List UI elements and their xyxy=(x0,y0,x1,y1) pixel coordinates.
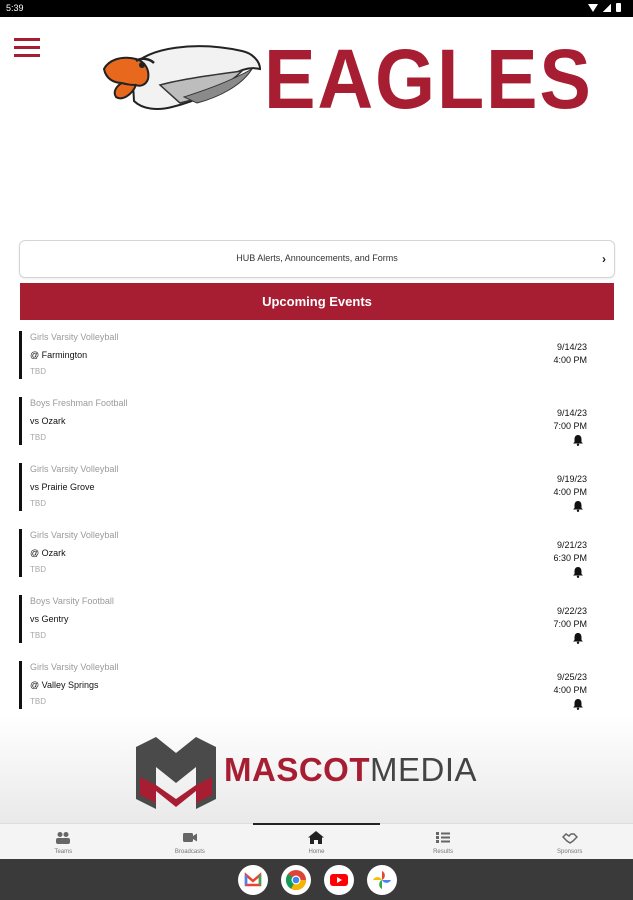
brand-title: EAGLES xyxy=(264,32,593,126)
event-date: 9/14/23 xyxy=(556,342,587,352)
system-nav-bar xyxy=(0,859,633,900)
chevron-right-icon: › xyxy=(602,252,606,266)
chrome-icon[interactable] xyxy=(281,865,311,895)
wifi-icon xyxy=(588,4,598,12)
tab-teams[interactable] xyxy=(0,824,127,859)
tab-label: Sponsors xyxy=(556,849,583,855)
signal-icon xyxy=(603,4,611,12)
hub-alerts-label: HUB Alerts, Announcements, and Forms xyxy=(236,253,398,263)
event-opponent: vs Prairie Grove xyxy=(30,482,95,492)
event-item[interactable] xyxy=(19,457,615,523)
tab-broadcasts[interactable] xyxy=(127,824,254,859)
event-date: 9/22/23 xyxy=(556,606,587,616)
menu-icon[interactable] xyxy=(14,38,40,58)
event-item[interactable] xyxy=(19,655,615,721)
tab-label: Broadcasts xyxy=(174,849,205,855)
mascot-media-logo-icon xyxy=(136,737,216,809)
event-location: TBD xyxy=(30,499,46,508)
event-time: 4:00 PM xyxy=(553,355,587,365)
battery-icon xyxy=(616,3,621,12)
handshake-icon xyxy=(562,831,578,844)
sponsor-banner[interactable] xyxy=(0,715,633,823)
event-location: TBD xyxy=(30,565,46,574)
sponsor-name-b: MEDIA xyxy=(370,751,478,788)
status-bar xyxy=(0,0,633,17)
tab-results[interactable] xyxy=(380,824,507,859)
event-sport: Boys Freshman Football xyxy=(30,398,128,408)
event-accent-bar xyxy=(19,463,22,511)
event-item[interactable] xyxy=(19,523,615,589)
event-accent-bar xyxy=(19,529,22,577)
event-opponent: @ Ozark xyxy=(30,548,66,558)
tab-label: Results xyxy=(433,849,454,855)
event-date: 9/25/23 xyxy=(556,672,587,682)
bottom-tab-bar xyxy=(0,823,633,859)
event-date: 9/19/23 xyxy=(556,474,587,484)
event-location: TBD xyxy=(30,433,46,442)
event-opponent: vs Ozark xyxy=(30,416,66,426)
event-time: 4:00 PM xyxy=(553,487,587,497)
tab-home[interactable] xyxy=(253,824,380,859)
event-location: TBD xyxy=(30,367,46,376)
event-item[interactable] xyxy=(19,391,615,457)
event-opponent: @ Valley Springs xyxy=(30,680,99,690)
event-time: 7:00 PM xyxy=(553,619,587,629)
status-icons xyxy=(588,3,621,12)
brand-logo xyxy=(102,32,593,126)
event-accent-bar xyxy=(19,331,22,379)
sponsor-name xyxy=(224,753,477,786)
event-opponent: vs Gentry xyxy=(30,614,69,624)
event-time: 7:00 PM xyxy=(553,421,587,431)
bell-icon[interactable] xyxy=(572,434,584,446)
event-time: 6:30 PM xyxy=(553,553,587,563)
event-accent-bar xyxy=(19,661,22,709)
event-location: TBD xyxy=(30,631,46,640)
event-sport: Girls Varsity Volleyball xyxy=(30,464,119,474)
bell-icon[interactable] xyxy=(572,632,584,644)
event-item[interactable] xyxy=(19,589,615,655)
list-icon xyxy=(435,831,451,844)
tab-label: Home xyxy=(308,849,325,855)
youtube-icon[interactable] xyxy=(324,865,354,895)
bell-icon[interactable] xyxy=(572,500,584,512)
event-sport: Girls Varsity Volleyball xyxy=(30,530,119,540)
tab-sponsors[interactable] xyxy=(506,824,633,859)
hub-alerts-button[interactable] xyxy=(19,240,615,278)
upcoming-events-header: Upcoming Events xyxy=(20,283,614,320)
event-opponent: @ Farmington xyxy=(30,350,88,360)
app-dock xyxy=(238,865,397,895)
status-time: 5:39 xyxy=(6,3,24,13)
event-sport: Boys Varsity Football xyxy=(30,596,114,606)
event-item[interactable] xyxy=(19,325,615,391)
sponsor-name-a: MASCOT xyxy=(224,751,370,788)
gmail-icon[interactable] xyxy=(238,865,268,895)
event-time: 4:00 PM xyxy=(553,685,587,695)
event-location: TBD xyxy=(30,697,46,706)
bell-icon[interactable] xyxy=(572,566,584,578)
event-date: 9/14/23 xyxy=(556,408,587,418)
event-accent-bar xyxy=(19,397,22,445)
photos-icon[interactable] xyxy=(367,865,397,895)
event-accent-bar xyxy=(19,595,22,643)
event-sport: Girls Varsity Volleyball xyxy=(30,332,119,342)
event-date: 9/21/23 xyxy=(556,540,587,550)
bell-icon[interactable] xyxy=(572,698,584,710)
video-icon xyxy=(182,831,198,844)
tab-label: Teams xyxy=(54,849,73,855)
event-list xyxy=(19,325,615,721)
home-icon xyxy=(308,831,324,844)
event-sport: Girls Varsity Volleyball xyxy=(30,662,119,672)
eagle-icon xyxy=(102,39,262,124)
teams-icon xyxy=(55,831,71,844)
header xyxy=(0,17,633,127)
